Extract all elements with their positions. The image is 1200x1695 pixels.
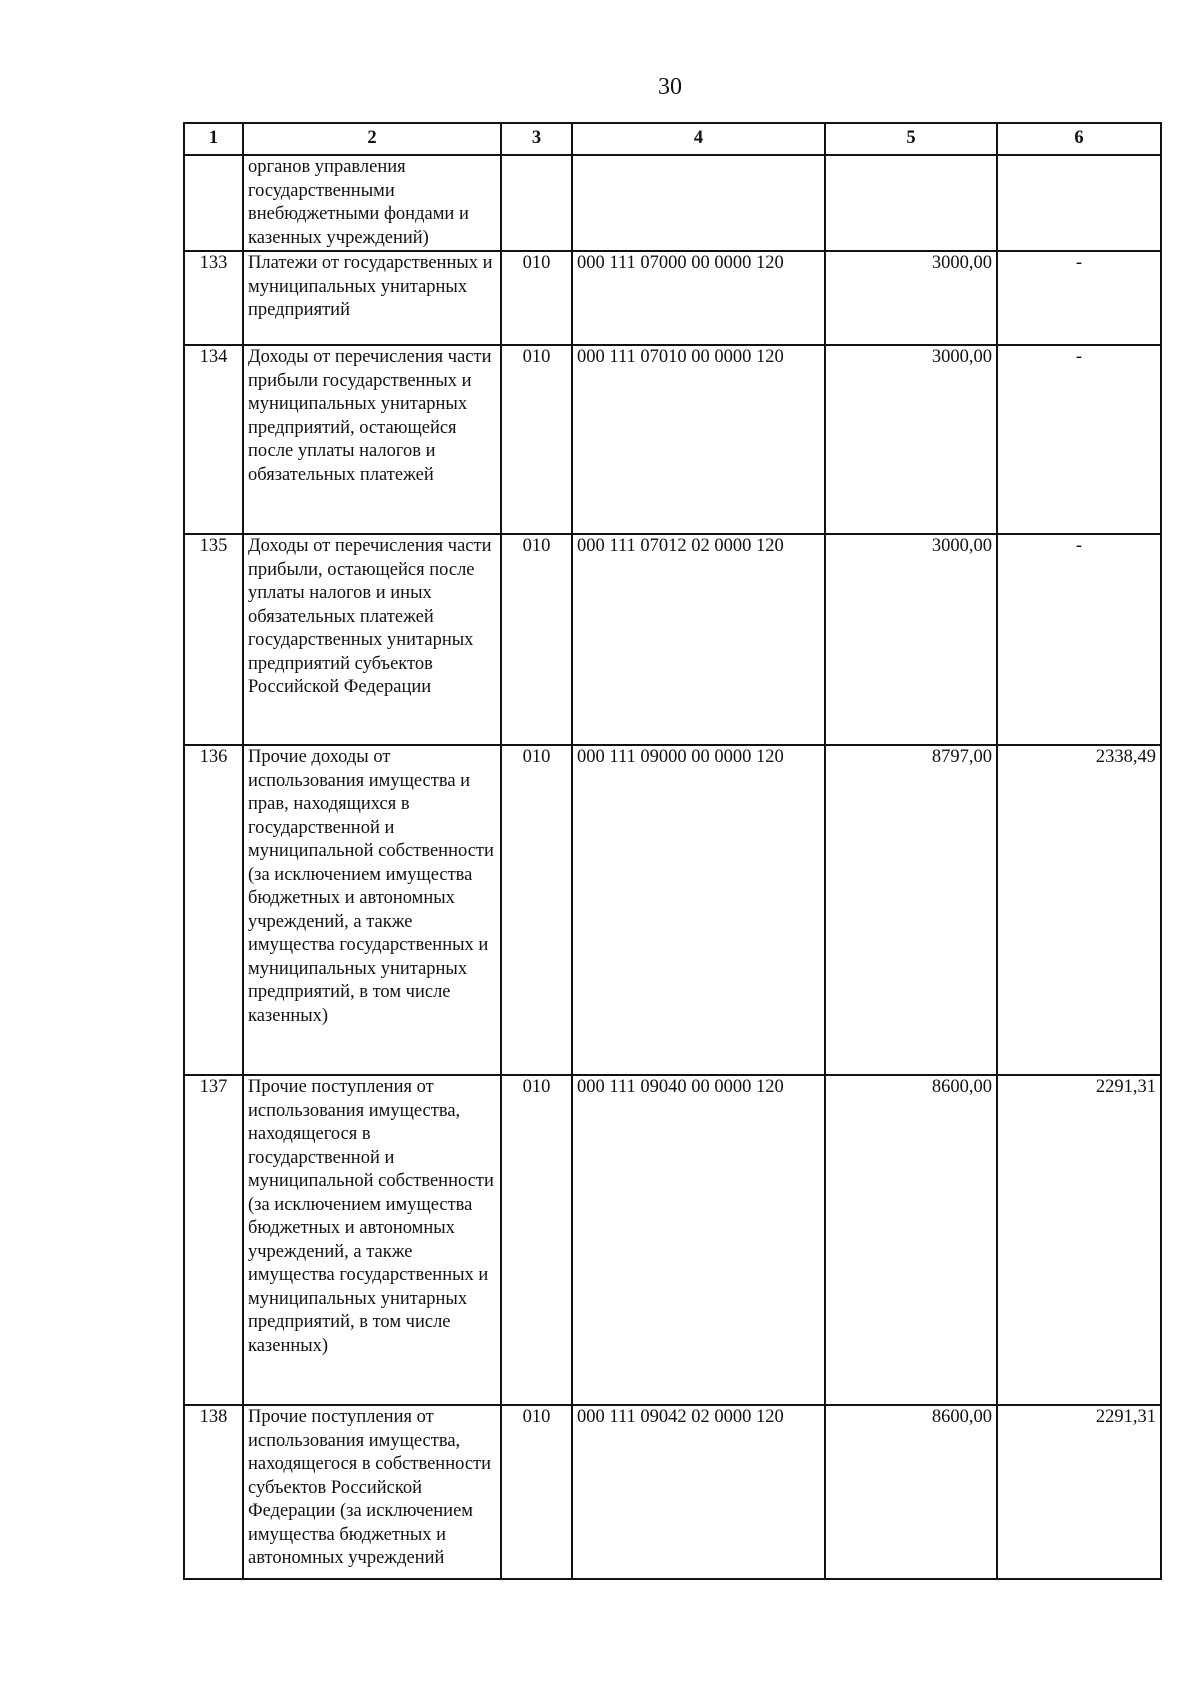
column-header: 5 bbox=[825, 123, 997, 155]
column-header: 2 bbox=[243, 123, 501, 155]
row-kbk-cell: 000 111 07012 02 0000 120 bbox=[572, 534, 825, 745]
row-kbk-cell: 000 111 09040 00 0000 120 bbox=[572, 1075, 825, 1405]
table-row bbox=[184, 745, 1161, 1075]
row-amount-cell: 8797,00 bbox=[825, 745, 997, 1075]
page-number: 30 bbox=[658, 74, 682, 100]
row-kbk-cell: 000 111 07000 00 0000 120 bbox=[572, 251, 825, 345]
row-kbk-cell bbox=[572, 155, 825, 251]
row-number-cell: 136 bbox=[184, 745, 243, 1075]
row-executed-cell bbox=[997, 155, 1161, 251]
row-executed-cell: - bbox=[997, 345, 1161, 534]
row-kbk-cell: 000 111 09000 00 0000 120 bbox=[572, 745, 825, 1075]
column-header: 6 bbox=[997, 123, 1161, 155]
row-name-cell: Платежи от государственных и муниципальных унитарных предприятий bbox=[243, 251, 501, 345]
row-code-cell bbox=[501, 155, 572, 251]
table-header-row bbox=[184, 123, 1161, 155]
row-code-cell: 010 bbox=[501, 1405, 572, 1579]
revenue-table bbox=[183, 122, 1162, 1580]
row-name-cell: Доходы от перечисления части прибыли государственных и муниципальных унитарных предприятий, остающейся после уплаты налогов и обязательных платежей bbox=[243, 345, 501, 534]
row-name-cell: Доходы от перечисления части прибыли, остающейся после уплаты налогов и иных обязательных платежей государственных унитарных предприятий субъектов Российской Федерации bbox=[243, 534, 501, 745]
row-amount-cell: 8600,00 bbox=[825, 1405, 997, 1579]
row-executed-cell: 2338,49 bbox=[997, 745, 1161, 1075]
table-row bbox=[184, 1075, 1161, 1405]
table-row bbox=[184, 534, 1161, 745]
row-amount-cell: 3000,00 bbox=[825, 251, 997, 345]
column-header: 4 bbox=[572, 123, 825, 155]
row-code-cell: 010 bbox=[501, 345, 572, 534]
table-row bbox=[184, 345, 1161, 534]
row-amount-cell: 3000,00 bbox=[825, 534, 997, 745]
row-amount-cell: 8600,00 bbox=[825, 1075, 997, 1405]
row-code-cell: 010 bbox=[501, 745, 572, 1075]
row-name-cell: Прочие поступления от использования имущества, находящегося в собственности субъектов Российской Федерации (за исключением имущества бюджетных и автономных учреждений bbox=[243, 1405, 501, 1579]
row-name-cell: Прочие доходы от использования имущества и прав, находящихся в государственной и муниципальной собственности (за исключением имущества бюджетных и автономных учреждений, а также имущества государственных и муниципальных унитарных предприятий, в том числе казенных) bbox=[243, 745, 501, 1075]
row-code-cell: 010 bbox=[501, 1075, 572, 1405]
row-number-cell bbox=[184, 155, 243, 251]
row-code-cell: 010 bbox=[501, 534, 572, 745]
row-executed-cell: - bbox=[997, 534, 1161, 745]
row-executed-cell: - bbox=[997, 251, 1161, 345]
table-row bbox=[184, 251, 1161, 345]
row-number-cell: 133 bbox=[184, 251, 243, 345]
row-executed-cell: 2291,31 bbox=[997, 1405, 1161, 1579]
column-header: 3 bbox=[501, 123, 572, 155]
row-kbk-cell: 000 111 07010 00 0000 120 bbox=[572, 345, 825, 534]
row-executed-cell: 2291,31 bbox=[997, 1075, 1161, 1405]
row-code-cell: 010 bbox=[501, 251, 572, 345]
row-number-cell: 138 bbox=[184, 1405, 243, 1579]
row-kbk-cell: 000 111 09042 02 0000 120 bbox=[572, 1405, 825, 1579]
row-name-cell: органов управления государственными внебюджетными фондами и казенных учреждений) bbox=[243, 155, 501, 251]
row-number-cell: 134 bbox=[184, 345, 243, 534]
table-row bbox=[184, 1405, 1161, 1579]
row-name-cell: Прочие поступления от использования имущества, находящегося в государственной и муниципальной собственности (за исключением имущества бюджетных и автономных учреждений, а также имущества государственных и муниципальных унитарных предприятий, в том числе казенных) bbox=[243, 1075, 501, 1405]
table-row-continuation bbox=[184, 155, 1161, 251]
row-number-cell: 137 bbox=[184, 1075, 243, 1405]
row-number-cell: 135 bbox=[184, 534, 243, 745]
row-amount-cell bbox=[825, 155, 997, 251]
row-amount-cell: 3000,00 bbox=[825, 345, 997, 534]
column-header: 1 bbox=[184, 123, 243, 155]
